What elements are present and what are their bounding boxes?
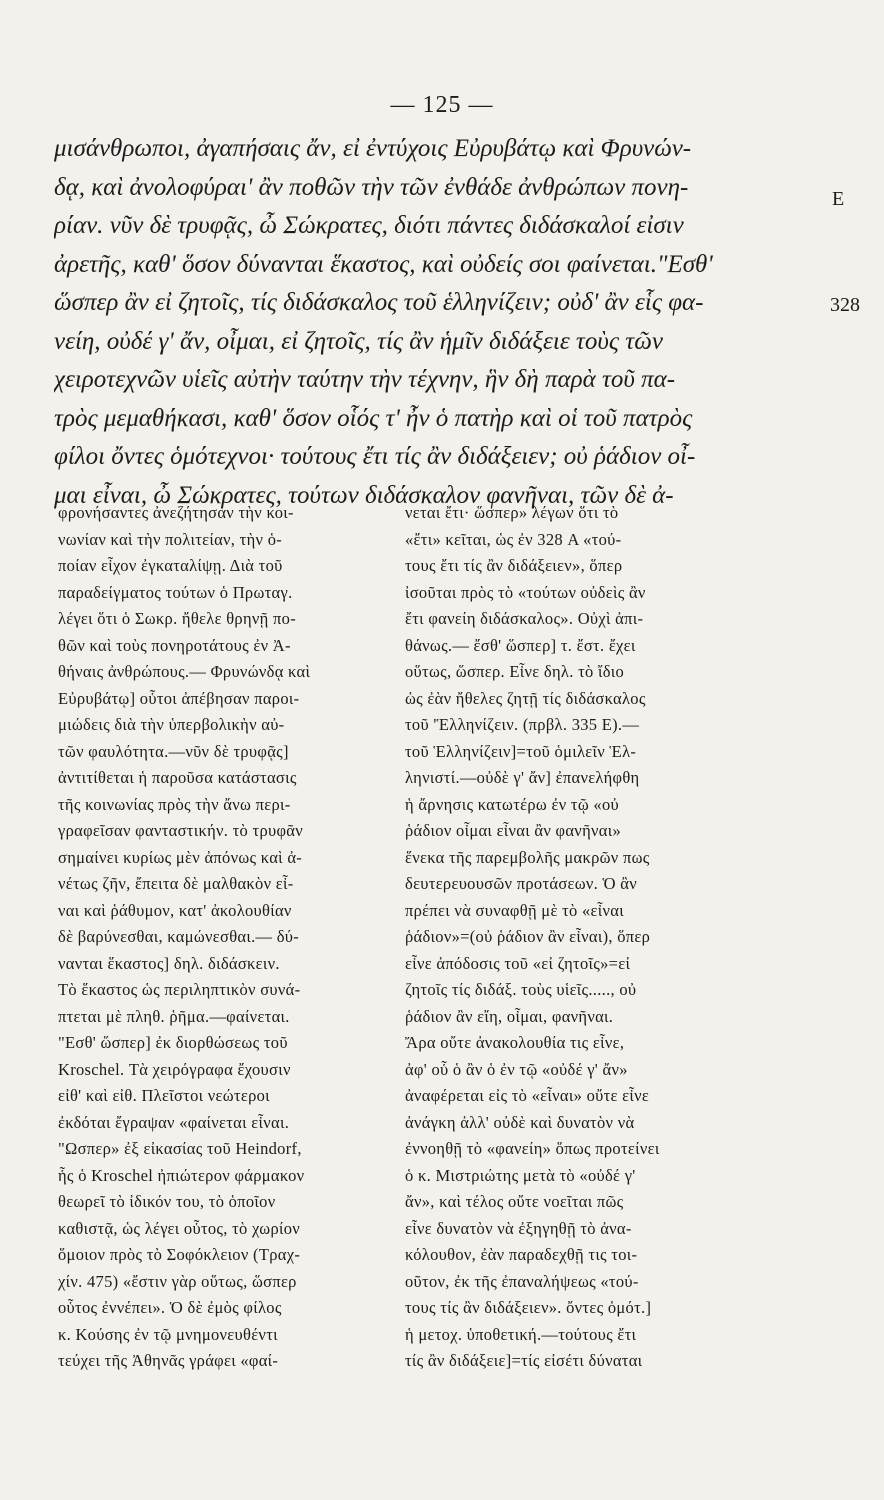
commentary-line: ῥάδιον οἶμαι εἶναι ἂν φανῆναι» (405, 821, 621, 840)
commentary-line: νεται ἔτι· ὥσπερ» λέγων ὅτι τὸ (405, 503, 619, 522)
margin-note-e: E (832, 188, 845, 210)
commentary-line: σημαίνει κυρίως μὲν ἀπόνως καὶ ἀ- (58, 847, 303, 867)
commentary-line: καθιστᾷ, ὡς λέγει οὗτος, τὸ χωρίον (58, 1218, 301, 1238)
commentary-line: οὗτος ἐννέπει». Ὁ δὲ ἐμὸς φίλος (58, 1298, 282, 1317)
main-text-line: ἀρετῆς, καθ' ὅσον δύνανται ἕκαστος, καὶ οὐδείς σοι φαίνεται."Εσθ' (54, 250, 713, 278)
commentary-line: ἡ μετοχ. ὑποθετική.—τούτους ἔτι (405, 1324, 637, 1344)
commentary-left-column (58, 500, 376, 1375)
main-text-line: τρὸς μεμαθήκασι, καθ' ὅσον οἷός τ' ἦν ὁ πατὴρ καὶ οἱ τοῦ πατρὸς (54, 404, 693, 432)
commentary-line: οῦτον, ἐκ τῆς ἐπαναλήψεως «τού- (405, 1271, 639, 1291)
commentary-line: πρέπει νὰ συναφθῇ μὲ τὸ «εἶναι (405, 900, 624, 920)
commentary-line: παραδείγματος τούτων ὁ Πρωταγ. (58, 582, 293, 602)
commentary-right-column (405, 500, 737, 1375)
main-text-line: δᾳ, καὶ ἀνολοφύραι' ἂν ποθῶν τὴν τῶν ἐνθάδε ἀνθρώπων πονη- (54, 173, 689, 201)
commentary-line: πτεται μὲ πληθ. ῥῆμα.—φαίνεται. (58, 1006, 290, 1026)
commentary-line: ἀνάγκη ἀλλ' οὐδὲ καὶ δυνατὸν νὰ (405, 1112, 635, 1132)
commentary-line: δὲ βαρύνεσθαι, καμώνεσθαι.— δύ- (58, 927, 300, 946)
commentary-line: εἶνε δυνατὸν νὰ ἐξηγηθῇ τὸ ἀνα- (405, 1218, 632, 1238)
page-number-header: — 125 — (390, 92, 494, 118)
commentary-line: θῶν καὶ τοὺς πονηροτάτους ἐν Ἀ- (58, 635, 291, 655)
commentary-line: χίν. 475) «ἔστιν γὰρ οὕτως, ὥσπερ (58, 1271, 297, 1291)
main-text-line: ρίαν. νῦν δὲ τρυφᾷς, ὦ Σώκρατες, διότι πάντες διδάσκαλοί εἰσιν (54, 212, 684, 239)
commentary-line: ζητοῖς τίς διδάξ. τοὺς υἱεῖς....., οὐ (405, 980, 637, 999)
commentary-line: οὕτως, ὥσπερ. Εἶνε δηλ. τὸ ἴδιο (405, 662, 625, 681)
commentary-line: «ἔτι» κεῖται, ὡς ἐν 328 A «τού- (405, 529, 622, 549)
commentary-line: τῶν φαυλότητα.—νῦν δὲ τρυφᾷς] (58, 741, 289, 761)
commentary-line: τοῦ Ἑλληνίζειν]=τοῦ ὁμιλεῖν Ἑλ- (405, 741, 637, 761)
commentary-line: δευτερευουσῶν προτάσεων. Ὁ ἂν (405, 874, 637, 893)
main-greek-text (54, 130, 754, 515)
commentary-line: ἀντιτίθεται ἡ παροῦσα κατάστασις (58, 768, 297, 787)
commentary-line: ὁ κ. Μιστριώτης μετὰ τὸ «οὐδέ γ' (405, 1165, 636, 1185)
main-text-line: μαι εἶναι, ὦ Σώκρατες, τούτων διδάσκαλον φανῆναι, τῶν δὲ ἀ- (54, 481, 674, 509)
commentary-line: θήναις ἀνθρώπους.— Φρυνώνδᾳ καὶ (58, 662, 311, 681)
commentary-line: ἐννοηθῇ τὸ «φανείη» ὅπως προτείνει (405, 1139, 660, 1158)
commentary-line: ἕνεκα τῆς παρεμβολῆς μακρῶν πως (405, 847, 650, 867)
commentary-line: τοῦ 'Ἑλληνίζειν. (πρβλ. 335 E).— (405, 715, 640, 734)
main-text-line: ὥσπερ ἂν εἰ ζητοῖς, τίς διδάσκαλος τοῦ ἑλληνίζειν; οὐδ' ἂν εἷς φα- (54, 289, 704, 316)
commentary-line: τεύχει τῆς Ἀθηνᾶς γράφει «φαί- (58, 1351, 279, 1370)
commentary-line: ἰσοῦται πρὸς τὸ «τούτων οὐδεὶς ἂν (405, 582, 646, 602)
commentary-line: νωνίαν καὶ τὴν πολιτείαν, τὴν ὁ- (58, 529, 283, 549)
main-text-line: νείη, οὐδέ γ' ἄν, οἶμαι, εἰ ζητοῖς, τίς ἂν ἡμῖν διδάξειε τοὺς τῶν (54, 327, 663, 355)
commentary-line: κ. Κούσης ἐν τῷ μνημονευθέντι (58, 1324, 278, 1344)
commentary-line: ἄν», καὶ τέλος οὔτε νοεῖται πῶς (405, 1192, 624, 1211)
commentary-line: νέτως ζῆν, ἔπειτα δὲ μαλθακὸν εἶ- (58, 874, 294, 893)
commentary-line: φρονήσαντες ἀνεζήτησαν τὴν κοι- (58, 503, 294, 522)
commentary-line: θάνως.— ἔσθ' ὥσπερ] τ. ἔστ. ἔχει (405, 635, 636, 655)
commentary-line: ποίαν εἶχον ἐγκαταλίψῃ. Διὰ τοῦ (58, 556, 283, 575)
commentary-line: νανται ἕκαστος] δηλ. διδάσκειν. (58, 953, 280, 973)
commentary-line: ὅμοιον πρὸς τὸ Σοφόκλειον (Τραχ- (58, 1245, 301, 1264)
commentary-line: Εὐρυβάτῳ] οὗτοι ἀπέβησαν παροι- (58, 688, 300, 708)
commentary-line: "Ωσπερ» ἐξ εἰκασίας τοῦ Heindorf, (58, 1139, 302, 1158)
commentary-line: Ἄρα οὔτε ἀνακολουθία τις εἶνε, (405, 1033, 625, 1052)
commentary-line: ῥάδιον»=(οὐ ῥάδιον ἂν εἶναι), ὅπερ (405, 927, 651, 946)
commentary-line: γραφεῖσαν φανταστικήν. τὸ τρυφᾶν (58, 821, 303, 840)
commentary-line: ῥάδιον ἂν εἴη, οἶμαι, φανῆναι. (405, 1006, 614, 1026)
main-text-line: φίλοι ὄντες ὁμότεχνοι· τούτους ἔτι τίς ἂν διδάξειεν; οὐ ῥάδιον οἶ- (54, 443, 696, 470)
main-text-line: μισάνθρωποι, ἀγαπήσαις ἄν, εἰ ἐντύχοις Εὐρυβάτῳ καὶ Φρυνών- (54, 135, 692, 162)
main-text-line: χειροτεχνῶν υἱεῖς αὐτὴν ταύτην τὴν τέχνην, ἣν δὴ παρὰ τοῦ πα- (54, 366, 676, 393)
commentary-line: τους τίς ἂν διδάξειεν». ὄντες ὁμότ.] (405, 1298, 652, 1317)
commentary-line: λέγει ὅτι ὁ Σωκρ. ἤθελε θρηνῇ πο- (58, 609, 296, 628)
commentary-line: τῆς κοινωνίας πρὸς τὴν ἄνω περι- (58, 794, 291, 814)
commentary-line: μιώδεις διὰ τὴν ὑπερβολικὴν αὐ- (58, 715, 285, 734)
commentary-line: ἡ ἄρνησις κατωτέρω ἐν τῷ «οὐ (405, 794, 619, 814)
commentary-line: ἀναφέρεται εἰς τὸ «εἶναι» οὔτε εἶνε (405, 1086, 650, 1105)
commentary-line: ἀφ' οὗ ὁ ἂν ὁ ἐν τῷ «οὐδέ γ' ἄν» (405, 1059, 628, 1079)
commentary-line: "Εσθ' ὥσπερ] ἐκ διορθώσεως τοῦ (58, 1033, 288, 1052)
commentary-line: ἔτι φανείη διδάσκαλος». Οὐχὶ ἀπι- (405, 609, 644, 628)
commentary-line: κόλουθον, ἐὰν παραδεχθῇ τις τοι- (405, 1245, 638, 1264)
commentary-line: τους ἔτι τίς ἂν διδάξειεν», ὅπερ (405, 556, 623, 575)
commentary-line: ὡς ἐὰν ἤθελες ζητῇ τίς διδάσκαλος (405, 688, 646, 708)
commentary-line: ληνιστί.—οὐδὲ γ' ἄν] ἐπανελήφθη (405, 768, 640, 787)
commentary-line: εἰθ' καὶ εἰθ. Πλεῖστοι νεώτεροι (58, 1086, 270, 1105)
commentary-line: ναι καὶ ῥάθυμον, κατ' ἀκολουθίαν (58, 900, 292, 920)
commentary-line: ἐκδόται ἔγραψαν «φαίνεται εἶναι. (58, 1112, 290, 1132)
commentary-line: τίς ἂν διδάξειε]=τίς εἰσέτι δύναται (405, 1351, 643, 1370)
commentary-line: Τὸ ἕκαστος ὡς περιληπτικὸν συνά- (58, 980, 301, 999)
commentary-line: ἧς ὁ Kroschel ἠπιώτερον φάρμακον (58, 1165, 305, 1185)
margin-note-328: 328 (830, 294, 860, 316)
commentary-line: Kroschel. Τὰ χειρόγραφα ἔχουσιν (58, 1059, 291, 1079)
commentary-line: θεωρεῖ τὸ ἰδικόν του, τὸ ὁποῖον (58, 1192, 276, 1211)
commentary-line: εἶνε ἀπόδοσις τοῦ «εἰ ζητοῖς»=εἰ (405, 953, 631, 973)
